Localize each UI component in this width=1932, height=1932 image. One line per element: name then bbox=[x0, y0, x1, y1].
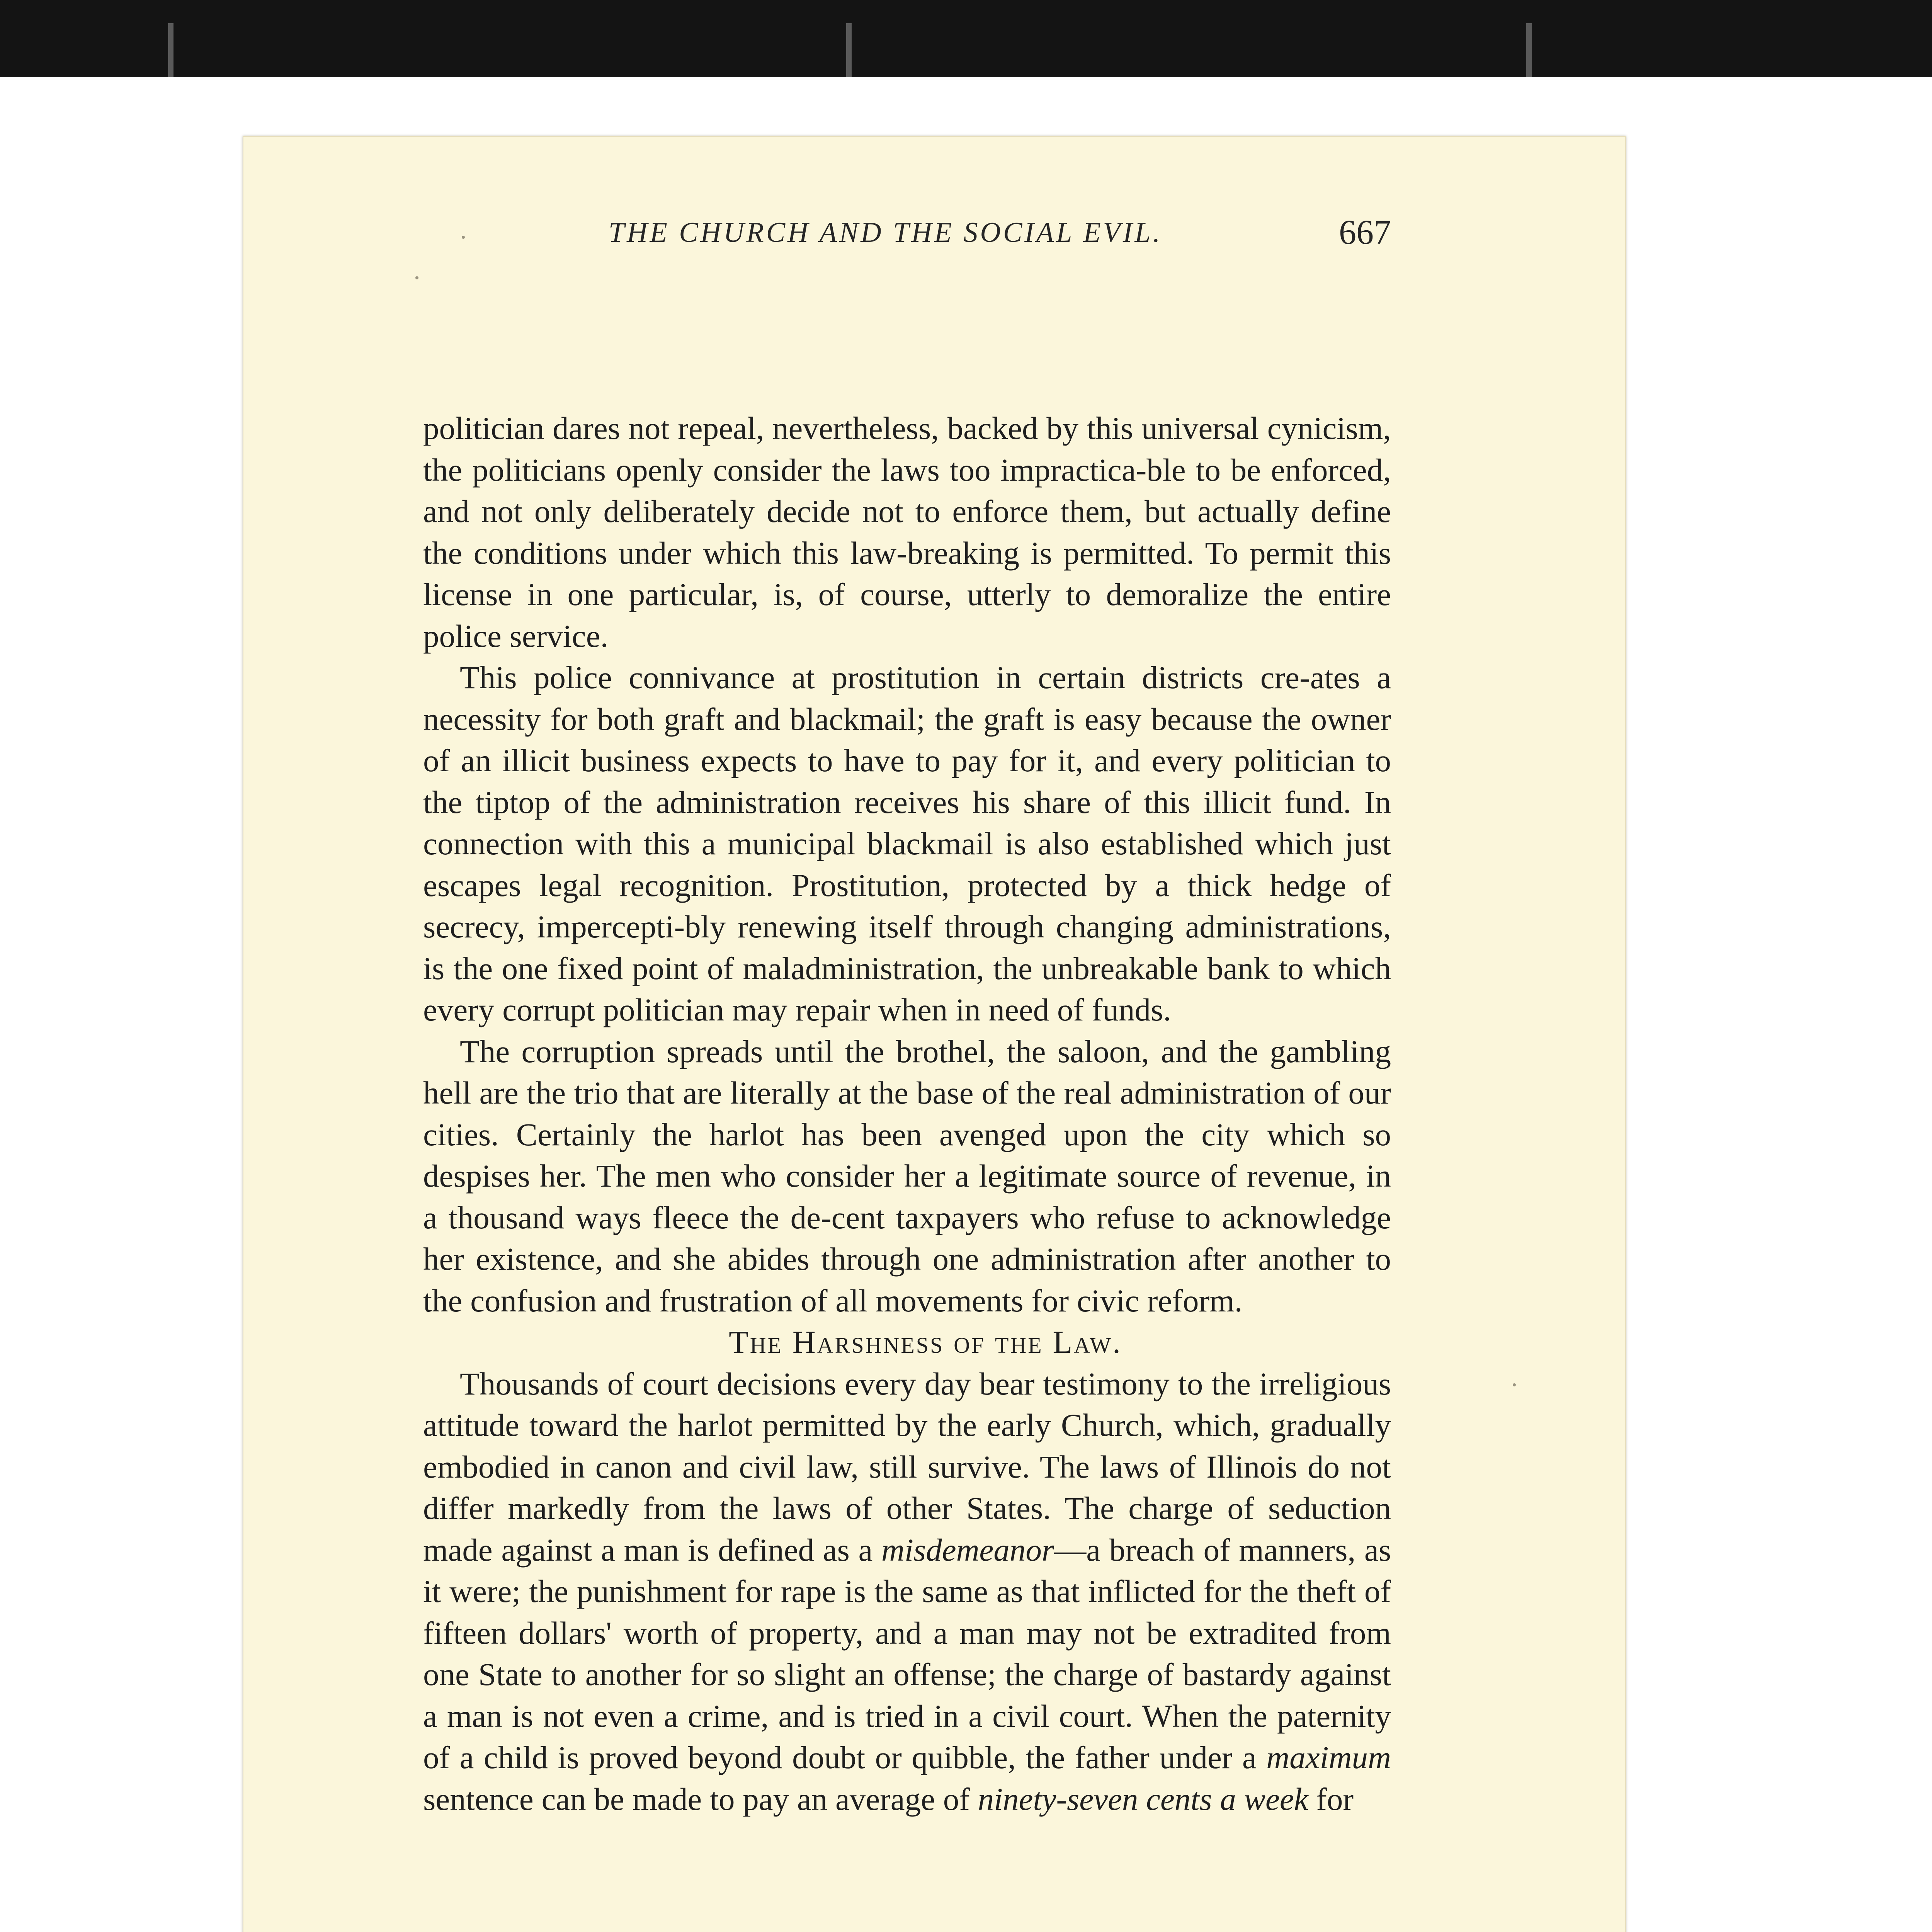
page-number: 667 bbox=[1339, 213, 1391, 252]
emphasized-text: misdemeanor bbox=[881, 1532, 1054, 1568]
running-title: THE CHURCH AND THE SOCIAL EVIL. bbox=[609, 217, 1163, 248]
scanner-top-bar bbox=[0, 0, 1932, 77]
paragraph-text: Thousands of court decisions every day bear testimony to the irreligious attitude toward the harlot permitted by the early Church, which, gradually embodied in canon and civil law, still survive. The laws of Illinois do not differ markedly from the laws of other States. The charge of seduction made against a man is defined as a bbox=[423, 1366, 1391, 1568]
paragraph-text: sentence can be made to pay an average of bbox=[423, 1781, 978, 1817]
emphasized-text: maximum bbox=[1266, 1740, 1391, 1775]
paragraph-continued: politician dares not repeal, nevertheless, backed by this universal cynicism, the politicians openly consider the laws too impractica-ble to be enforced, and not only deliberately decide not to enforce them, but actually define the conditions under which this law-breaking is permitted. To permit this license in one particular, is, of course, utterly to demoralize the entire police service. bbox=[423, 410, 1391, 654]
emphasized-text: ninety-seven cents a week bbox=[978, 1781, 1308, 1817]
page-header bbox=[423, 207, 1391, 261]
scanner-tick-mark bbox=[1526, 23, 1532, 77]
page-body bbox=[423, 408, 1391, 1820]
paper-speck bbox=[1513, 1383, 1516, 1386]
paragraph-text: —a breach of manners, as it were; the punishment for rape is the same as that inflicted for the theft of fifteen dollars' worth of property, and a man may not be extradited from one State to another for so slight an offense; the charge of bastardy against a man is not even a crime, and is tried in a civil court. When the paternity of a child is proved beyond doubt or quibble, the father under a bbox=[423, 1532, 1391, 1775]
section-heading: The Harshness of the Law. bbox=[729, 1324, 1122, 1360]
paragraph: This police connivance at prostitution in certain districts cre-ates a necessity for both graft and blackmail; the graft is easy because the owner of an illicit business expects to have to pay for it, and every politician to the tiptop of the administration receives his share of this illicit fund. In connection with this a municipal blackmail is also established which just escapes legal recognition. Prostitution, protected by a thick hedge of secrecy, impercepti-bly renewing itself through changing administrations, is the one fixed point of maladministration, the unbreakable bank to which every corrupt politician may repair when in need of funds. bbox=[423, 660, 1391, 1027]
paper-speck bbox=[415, 276, 418, 279]
scanner-tick-mark bbox=[168, 23, 173, 77]
paragraph bbox=[423, 1363, 1391, 1820]
scanner-tick-mark bbox=[846, 23, 852, 77]
paragraph-text: for bbox=[1308, 1781, 1354, 1817]
paragraph: The corruption spreads until the brothel, the saloon, and the gambling hell are the trio that are literally at the base of the real administration of our cities. Certainly the harlot has been avenged upon the city which so despises her. The men who consider her a legitimate source of revenue, in a thousand ways fleece the de-cent taxpayers who refuse to acknowledge her existence, and she abides through one administration after another to the confusion and frustration of all movements for civic reform. bbox=[423, 1033, 1391, 1318]
